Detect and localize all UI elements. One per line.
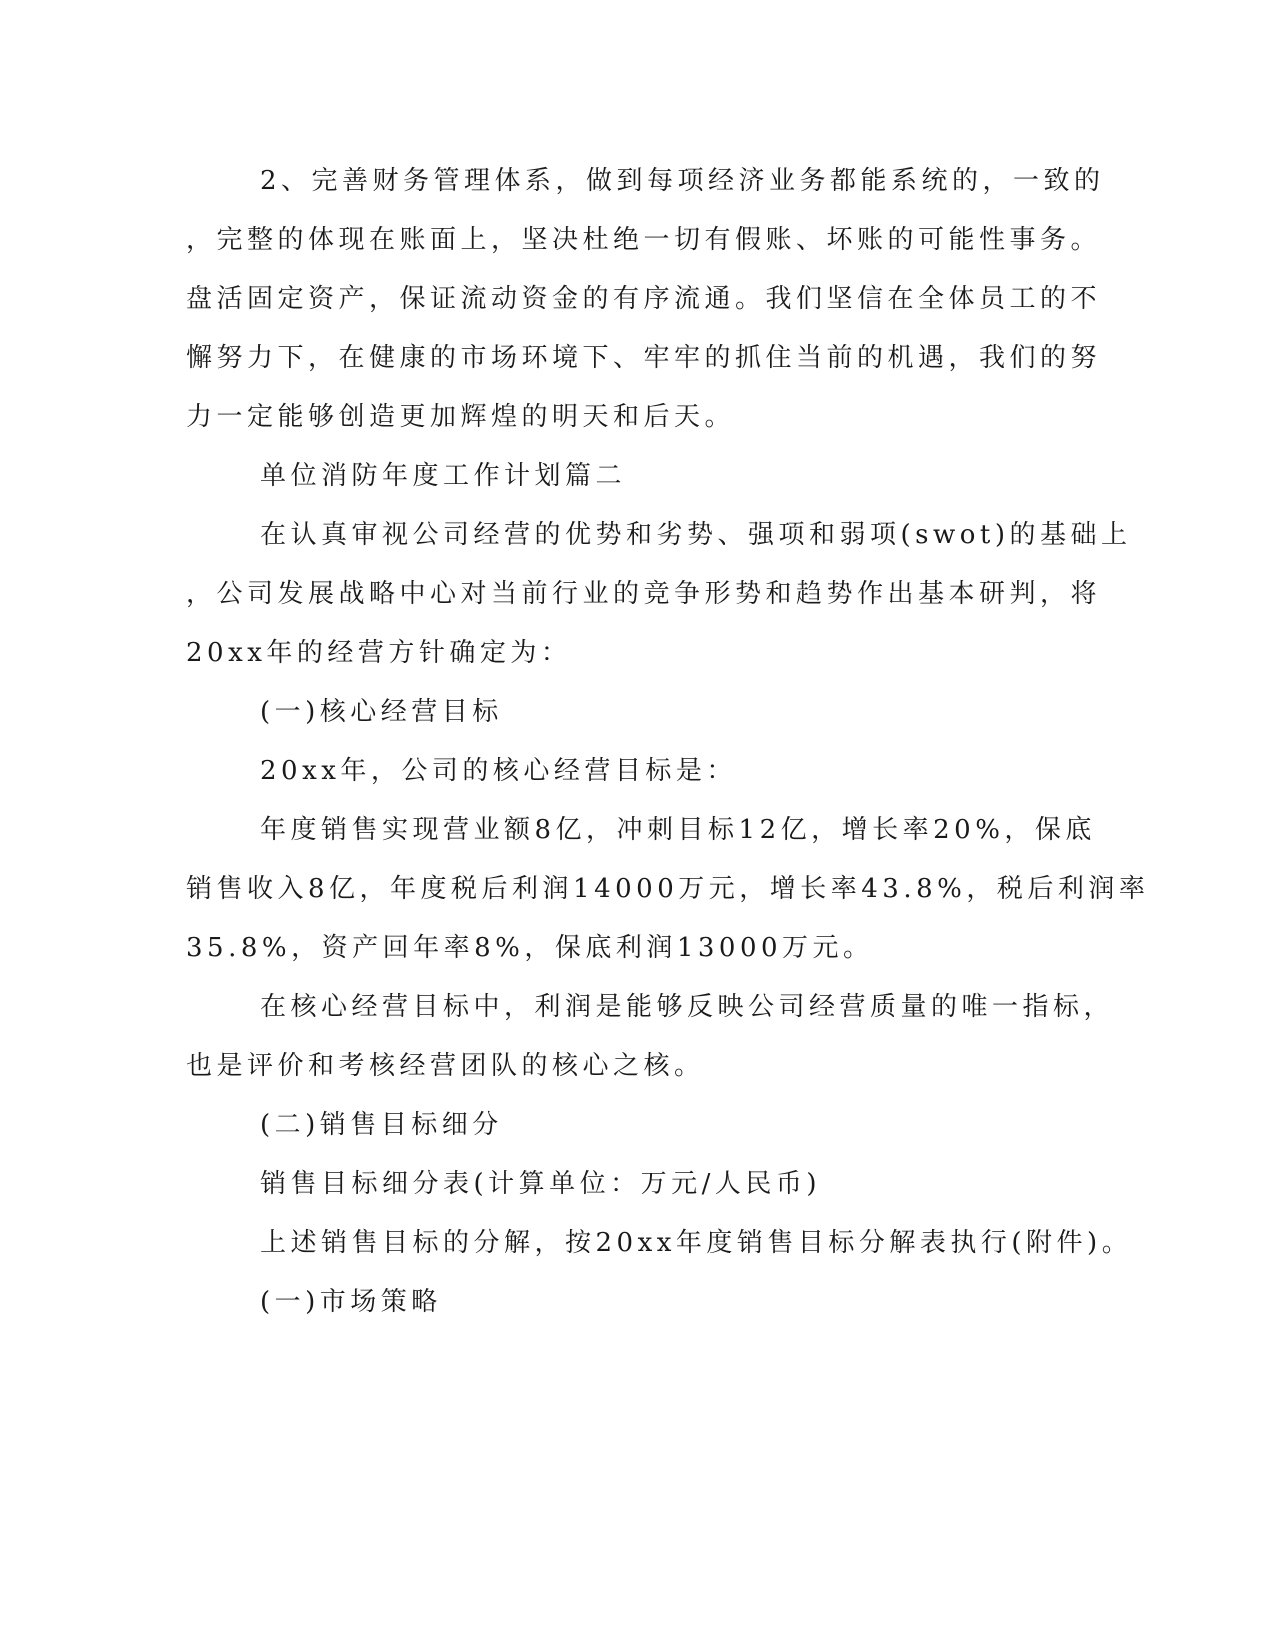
text-line: 销售目标细分表(计算单位：万元/人民币) <box>260 1169 822 1199</box>
text-line: 20xx年，公司的核心经营目标是： <box>260 756 737 786</box>
text-line: 35.8%，资产回年率8%，保底利润13000万元。 <box>186 933 874 963</box>
section-title: 单位消防年度工作计划篇二 <box>260 461 627 491</box>
section-heading: (一)核心经营目标 <box>260 697 503 727</box>
text-line: 2、完善财务管理体系，做到每项经济业务都能系统的，一致的 <box>260 166 1105 196</box>
section-heading: (一)市场策略 <box>260 1287 442 1317</box>
text-line: 销售收入8亿，年度税后利润14000万元，增长率43.8%，税后利润率 <box>186 874 1150 904</box>
text-line: 懈努力下，在健康的市场环境下、牢牢的抓住当前的机遇，我们的努 <box>186 343 1102 373</box>
text-line: ，公司发展战略中心对当前行业的竞争形势和趋势作出基本研判，将 <box>186 579 1102 609</box>
text-line: 在核心经营目标中，利润是能够反映公司经营质量的唯一指标， <box>260 992 1115 1022</box>
text-line: 盘活固定资产，保证流动资金的有序流通。我们坚信在全体员工的不 <box>186 284 1102 314</box>
text-line: 力一定能够创造更加辉煌的明天和后天。 <box>186 402 736 432</box>
text-line: 年度销售实现营业额8亿，冲刺目标12亿，增长率20%，保底 <box>260 815 1096 845</box>
section-heading: (二)销售目标细分 <box>260 1110 503 1140</box>
text-line: 也是评价和考核经营团队的核心之核。 <box>186 1051 705 1081</box>
text-line: 在认真审视公司经营的优势和劣势、强项和弱项(swot)的基础上 <box>260 520 1132 550</box>
text-line: 20xx年的经营方针确定为： <box>186 638 572 668</box>
text-line: ，完整的体现在账面上，坚决杜绝一切有假账、坏账的可能性事务。 <box>186 225 1102 255</box>
text-line: 上述销售目标的分解，按20xx年度销售目标分解表执行(附件)。 <box>260 1228 1133 1258</box>
